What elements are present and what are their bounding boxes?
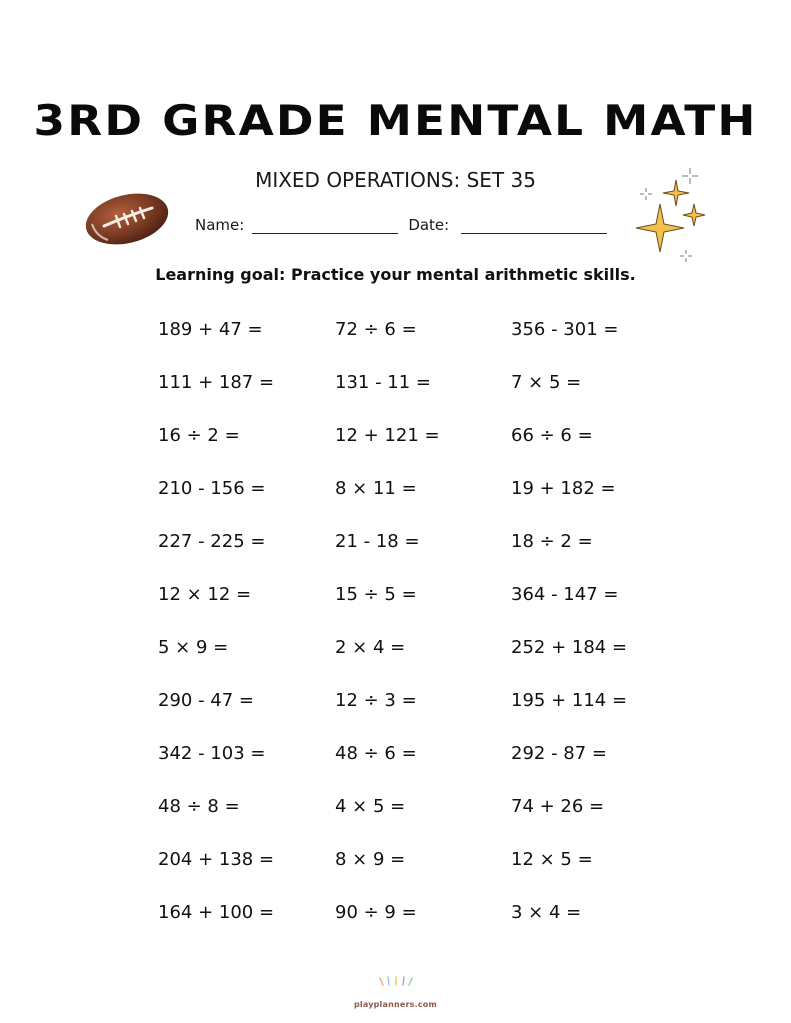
math-problem: 12 × 5 = (511, 849, 593, 870)
worksheet-title: 3RD GRADE MENTAL MATH (33, 96, 758, 145)
math-problem: 12 ÷ 3 = (335, 690, 417, 711)
math-problem: 204 + 138 = (158, 849, 275, 870)
math-problem: 342 - 103 = (158, 743, 266, 764)
logo-text: playplanners.com (353, 1000, 438, 1009)
date-label: Date: (408, 216, 450, 234)
math-problem: 19 + 182 = (511, 478, 616, 499)
math-problem: 48 ÷ 8 = (158, 796, 240, 817)
math-problem: 210 - 156 = (158, 478, 266, 499)
math-problem: 111 + 187 = (158, 372, 275, 393)
math-problem: 90 ÷ 9 = (335, 902, 417, 923)
math-problem: 131 - 11 = (335, 372, 432, 393)
footer-logo (0, 976, 791, 1009)
playplanners-logo (356, 976, 436, 996)
math-problem: 18 ÷ 2 = (511, 531, 593, 552)
problem-grid (158, 318, 687, 954)
math-problem: 3 × 4 = (511, 902, 582, 923)
math-problem: 2 × 4 = (335, 637, 406, 658)
math-problem: 16 ÷ 2 = (158, 425, 240, 446)
name-field[interactable] (252, 219, 398, 234)
math-problem: 21 - 18 = (335, 531, 420, 552)
math-problem: 356 - 301 = (511, 319, 619, 340)
learning-goal: Learning goal: Practice your mental arithmetic skills. (155, 265, 636, 284)
math-problem: 66 ÷ 6 = (511, 425, 593, 446)
sparkles-icon (628, 164, 718, 274)
math-problem: 189 + 47 = (158, 319, 263, 340)
math-problem: 74 + 26 = (511, 796, 605, 817)
math-problem: 8 × 11 = (335, 478, 417, 499)
name-label: Name: (195, 216, 245, 234)
date-field[interactable] (461, 219, 607, 234)
math-problem: 252 + 184 = (511, 637, 628, 658)
math-problem: 290 - 47 = (158, 690, 255, 711)
worksheet-subtitle: MIXED OPERATIONS: SET 35 (255, 168, 536, 192)
math-problem: 12 × 12 = (158, 584, 252, 605)
math-problem: 164 + 100 = (158, 902, 275, 923)
math-problem: 4 × 5 = (335, 796, 406, 817)
math-problem: 5 × 9 = (158, 637, 229, 658)
math-problem: 72 ÷ 6 = (335, 319, 417, 340)
name-date-row (195, 216, 617, 234)
math-problem: 292 - 87 = (511, 743, 608, 764)
math-problem: 364 - 147 = (511, 584, 619, 605)
math-problem: 227 - 225 = (158, 531, 266, 552)
math-problem: 195 + 114 = (511, 690, 628, 711)
math-problem: 12 + 121 = (335, 425, 440, 446)
football-icon (82, 186, 172, 252)
math-problem: 8 × 9 = (335, 849, 406, 870)
math-problem: 48 ÷ 6 = (335, 743, 417, 764)
math-problem: 15 ÷ 5 = (335, 584, 417, 605)
math-problem: 7 × 5 = (511, 372, 582, 393)
